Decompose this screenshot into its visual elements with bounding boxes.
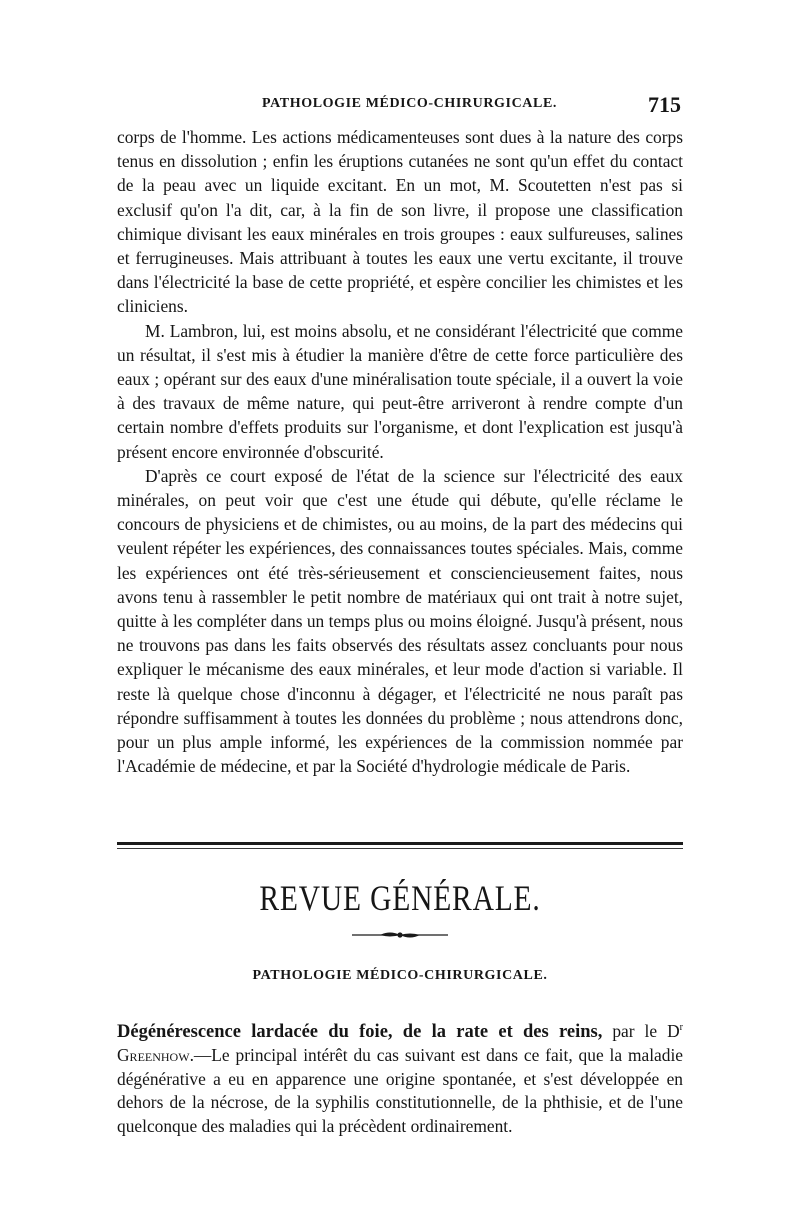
rule-thin xyxy=(117,848,683,849)
body-text xyxy=(117,125,683,778)
running-head xyxy=(117,94,683,120)
section-title: REVUE GÉNÉRALE. xyxy=(259,878,541,918)
article-text: .—Le principal intérêt du cas suivant est dans ce fait, que la maladie dégénérative a eu en apparence une origine spontanée, et s'est développée en dehors de la nécrose, de la syphilis constitutionnelle, de la phthisie, et de l'une quelconque des maladies qui la précèdent ordinairement. xyxy=(117,1045,683,1136)
subsection-title: PATHOLOGIE MÉDICO-CHIRURGICALE. xyxy=(252,968,548,983)
section-rule xyxy=(117,842,683,849)
page-number: 715 xyxy=(648,92,681,117)
article-by: par le D xyxy=(602,1020,680,1041)
article-heading: Dégénérescence lardacée du foie, de la rate et des reins, xyxy=(117,1021,603,1042)
ornament-divider xyxy=(350,930,450,940)
paragraph-2: M. Lambron, lui, est moins absolu, et ne considérant l'électricité que comme un résultat, il s'est mis à étudier la manière d'être de cette force particulière des eaux ; opérant sur des eaux d'une minéralisation toute spéciale, il a ouvert la voie à des travaux de même nature, qui peut-être arriveront à rendre compte d'un certain nombre d'effets produits sur l'organisme, et dont l'explication est jusqu'à présent encore environnée d'obscurité. xyxy=(117,320,683,462)
paragraph-3: D'après ce court exposé de l'état de la science sur l'électricité des eaux minérales, on peut voir que c'est une étude qui débute, qu'elle réclame le concours de physiciens et de chimistes, ou au moins, de la part des médecins qui veulent répéter les expériences, des connaissances toutes spéciales. Mais, comme les expériences ont été très-sérieusement et consciencieusement faites, nous avons tenu à rassembler le petit nombre de matériaux qui ont trait à notre sujet, quitte à les compléter dans un temps plus ou moins éloigné. Jusqu'à présent, nous ne trouvons pas dans les faits observés des résultats assez concluants pour nous expliquer le mécanisme des eaux minérales, et leur mode d'action si variable. Il reste là quelque chose d'inconnu à dégager, et l'électricité ne nous paraît pas répondre suffisamment à toutes les données du problème ; nous attendrons donc, pour un plus ample informé, les expériences de la commission nommée par l'Académie de médecine, et par la Société d'hydrologie médicale de Paris. xyxy=(117,465,683,777)
paragraph-1: corps de l'homme. Les actions médicamenteuses sont dues à la nature des corps tenus en dissolution ; enfin les éruptions cutanées ne sont qu'un effet du contact de la peau avec un liquide excitant. En un mot, M. Scoutetten n'est pas si exclusif qu'on l'a dit, car, à la fin de son livre, il propose une classification chimique divisant les eaux minérales en trois groupes : eaux sulfureuses, salines et ferrugineuses. Mais attribuant à toutes les eaux une vertu excitante, il trouve dans l'électricité la base de cette propriété, et espère concilier les chimistes et les cliniciens. xyxy=(117,127,683,317)
title-superscript: r xyxy=(679,1022,684,1033)
article xyxy=(117,1016,683,1138)
running-title: PATHOLOGIE MÉDICO-CHIRURGICALE. xyxy=(262,96,557,111)
rule-thick xyxy=(117,842,683,845)
author-name: Greenhow xyxy=(117,1045,190,1066)
